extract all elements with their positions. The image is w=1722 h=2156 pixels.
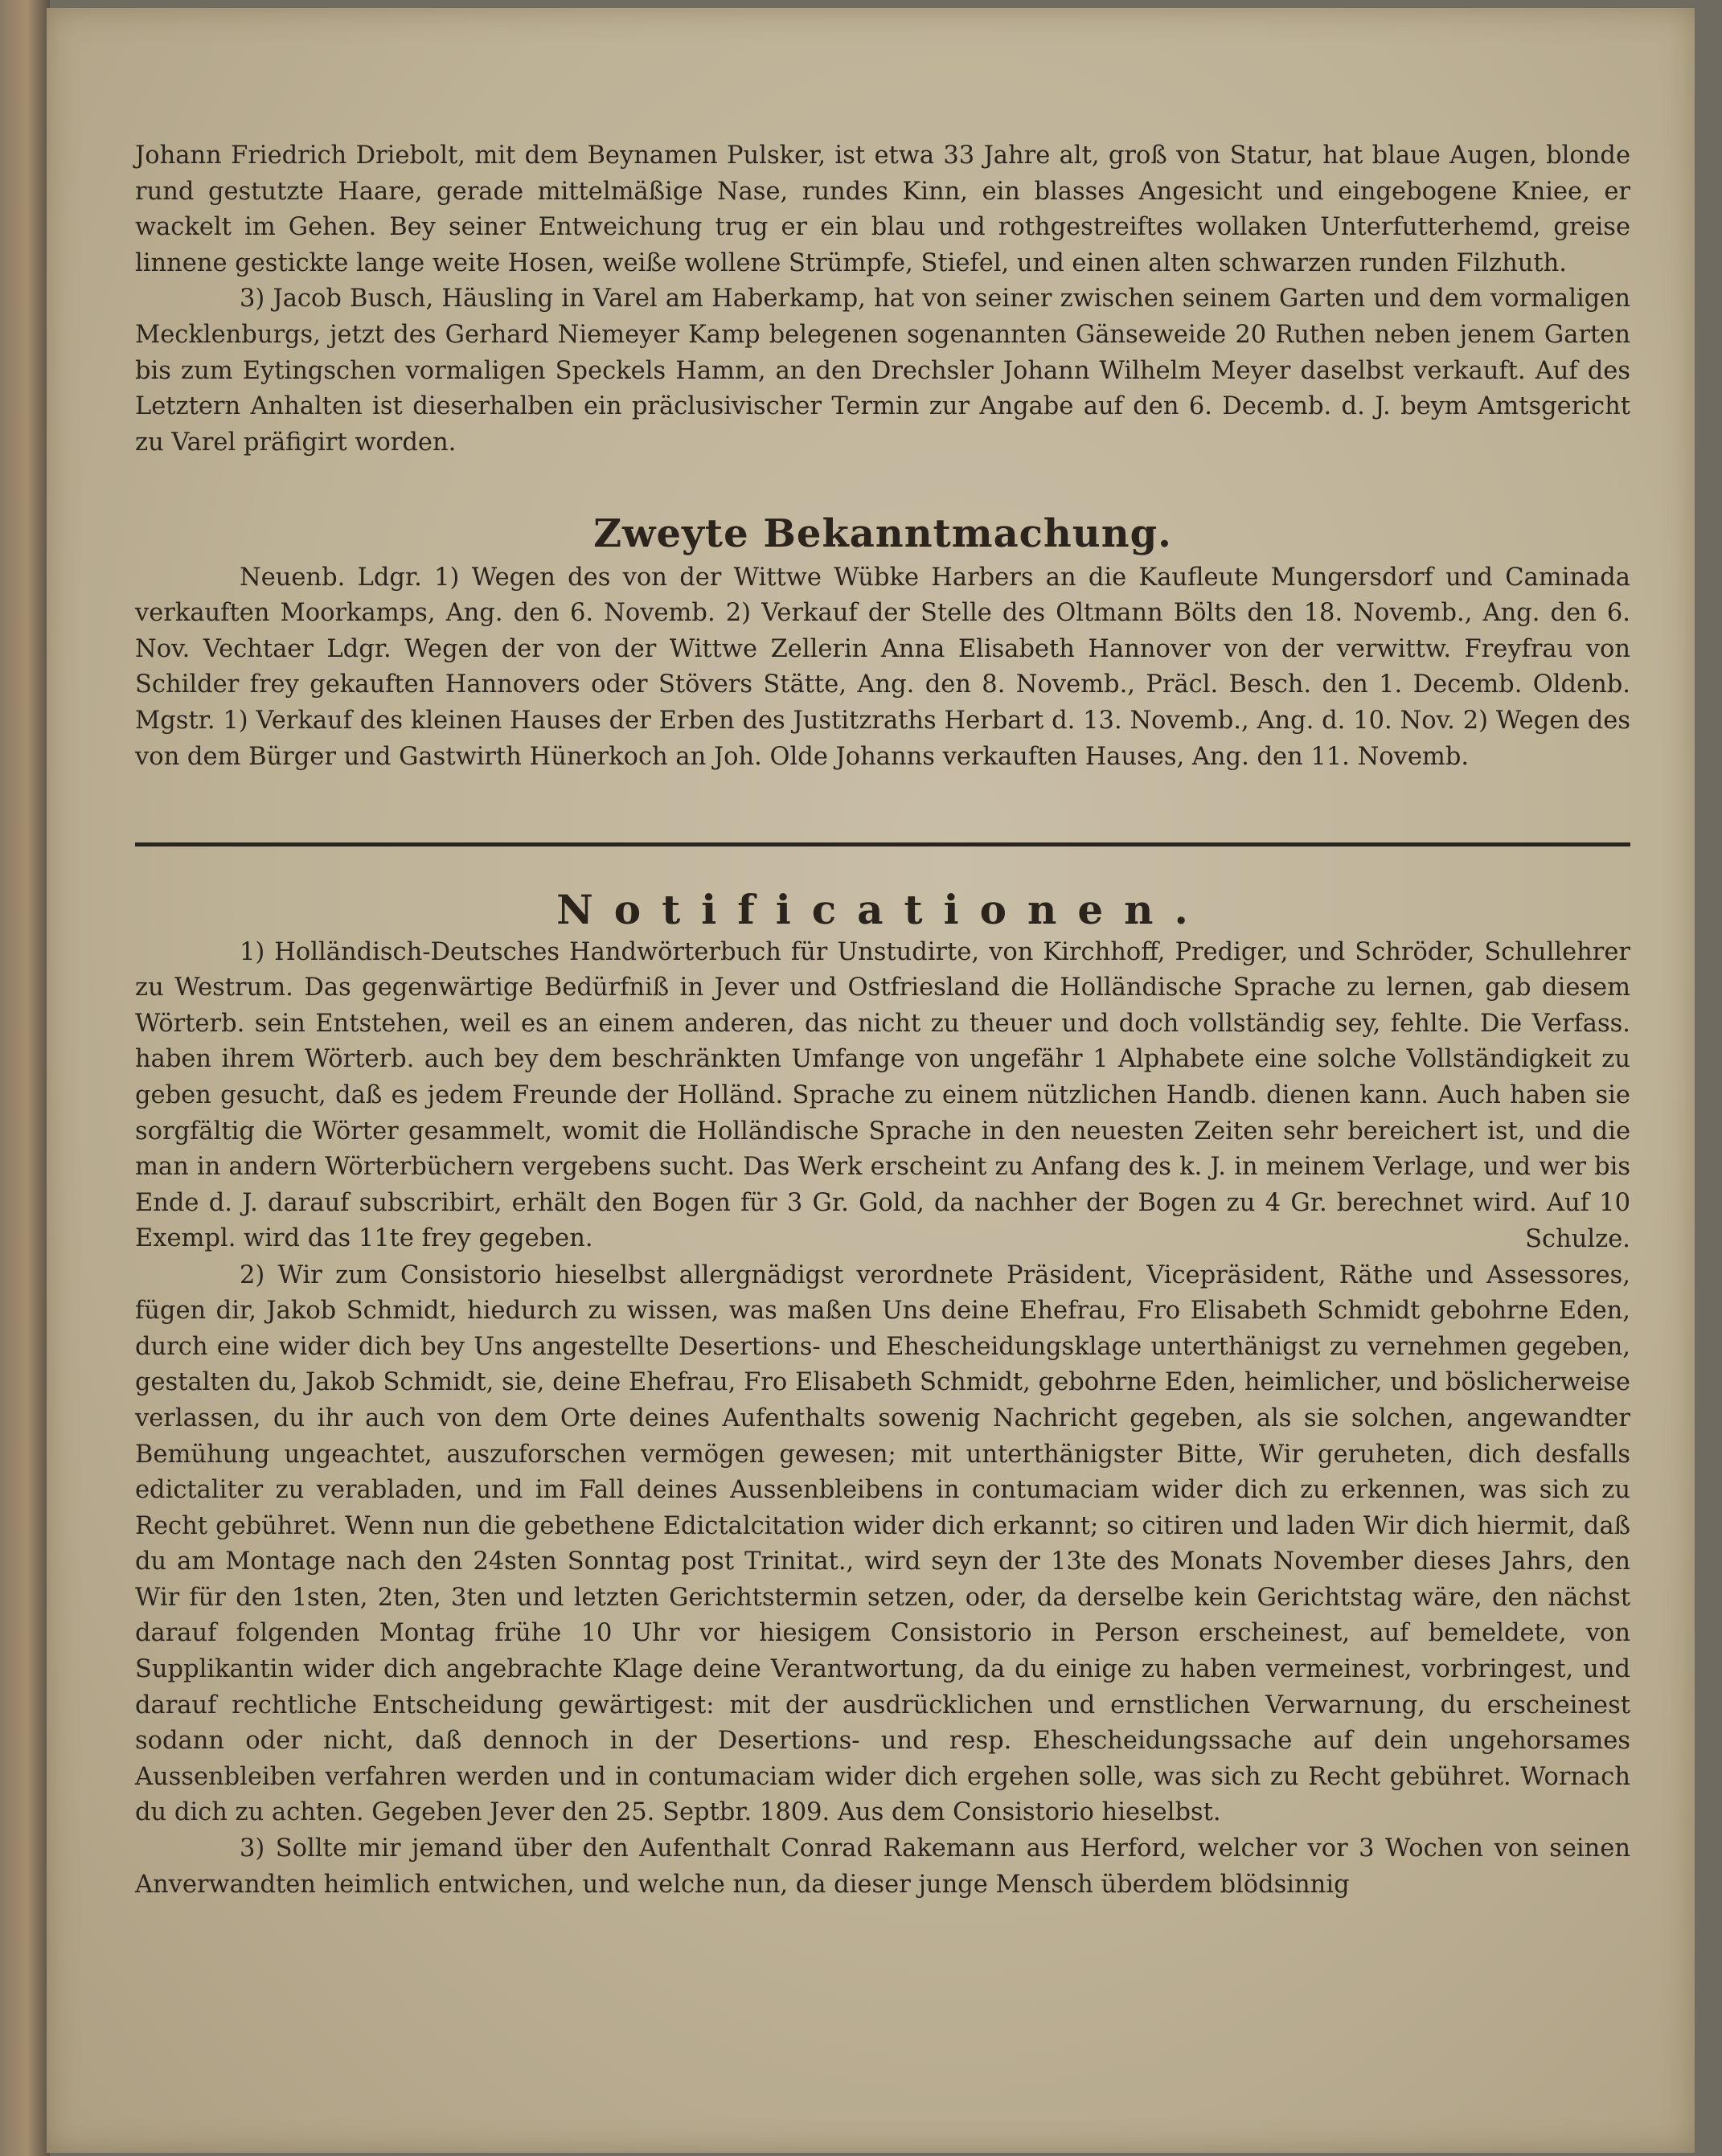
notification-item-1-signature: Schulze. bbox=[1525, 1224, 1630, 1253]
section-2 bbox=[135, 505, 1630, 775]
divider-rule bbox=[135, 842, 1630, 846]
section-3 bbox=[135, 886, 1630, 1903]
section-heading-notificationen: Notificationen. bbox=[556, 886, 1209, 933]
paragraph-driebolt: Johann Friedrich Driebolt, mit dem Beynamen Pulsker, ist etwa 33 Jahre alt, groß von Statur, hat blaue Augen, blonde rund gestutzte Haare, gerade mittelmäßige Nase, rundes Kinn, ein blasses Angesicht und eingebogene Kniee, er wackelt im Gehen. Bey seiner Entweichung trug er ein blau und rothgestreiftes wollaken Unterfutterhemd, greise linnene gestickte lange weite Hosen, weiße wollene Strümpfe, Stiefel, und einen alten schwarzen runden Filzhuth. bbox=[135, 141, 1630, 277]
document-page bbox=[47, 8, 1695, 2153]
notification-item-3: 3) Sollte mir jemand über den Aufenthalt Conrad Rakemann aus Herford, welcher vor 3 Wochen von seinen Anverwandten heimlich entwichen, und welche nun, da dieser junge Mensch überdem blödsinnig bbox=[135, 1834, 1630, 1899]
section-heading-zweyte: Zweyte Bekanntmachung. bbox=[593, 511, 1172, 556]
section-1 bbox=[135, 138, 1630, 461]
paragraph-busch: 3) Jacob Busch, Häusling in Varel am Haberkamp, hat von seiner zwischen seinem Garten und dem vormaligen Mecklenburgs, jetzt des Gerhard Niemeyer Kamp belegenen sogenannten Gänseweide 20 Ruthen neben jenem Garten bis zum Eytingschen vormaligen Speckels Hamm, an den Drechsler Johann Wilhelm Meyer daselbst verkauft. Auf des Letztern Anhalten ist dieserhalben ein präclusivischer Termin zur Angabe auf den 6. Decemb. d. J. beym Amtsgericht zu Varel präfigirt worden. bbox=[135, 285, 1630, 457]
previous-page-edge bbox=[0, 0, 50, 2156]
notification-item-2: 2) Wir zum Consistorio hieselbst allergnädigst verordnete Präsident, Vicepräsident, Räthe und Assessores, fügen dir, Jakob Schmidt, hiedurch zu wissen, was maßen Uns deine Ehefrau, Fro Elisabeth Schmidt gebohrne Eden, durch eine wider dich bey Uns angestellte Desertions- und Ehescheidungsklage unterthänigst zu vernehmen gegeben, gestalten du, Jakob Schmidt, sie, deine Ehefrau, Fro Elisabeth Schmidt, gebohrne Eden, heimlicher, und böslicherweise verlassen, du ihr auch von dem Orte deines Aufenthalts sowenig Nachricht gegeben, als sie solchen, angewandter Bemühung ungeachtet, auszuforschen vermögen gewesen; mit unterthänigster Bitte, Wir geruheten, dich desfalls edictaliter zu verabladen, und im Fall deines Aussenbleibens in contumaciam wider dich zu erkennen, was sich zu Recht gebühret. Wenn nun die gebethene Edictalcitation wider dich erkannt; so citiren und laden Wir dich hiermit, daß du am Montage nach den 24sten Sonntag post Trinitat., wird seyn der 13te des Monats November dieses Jahrs, den Wir für den 1sten, 2ten, 3ten und letzten Gerichtstermin setzen, oder, da derselbe kein Gerichtstag wäre, den nächst darauf folgenden Montag frühe 10 Uhr vor hiesigem Consistorio in Person erscheinest, auf bemeldete, von Supplikantin wider dich angebrachte Klage deine Verantwortung, da du einige zu haben vermeinest, vorbringest, und darauf rechtliche Entscheidung gewärtigest: mit der ausdrücklichen und ernstlichen Verwarnung, du erscheinest sodann oder nicht, daß dennoch in der Desertions- und resp. Ehescheidungssache auf dein ungehorsames Aussenbleiben verfahren werden und in contumaciam wider dich ergehen solle, was sich zu Recht gebühret. Wornach du dich zu achten. Gegeben Jever den 25. Septbr. 1809. Aus dem Consistorio hieselbst. bbox=[135, 1260, 1630, 1827]
notification-item-1: 1) Holländisch-Deutsches Handwörterbuch für Unstudirte, von Kirchhoff, Prediger, und Schröder, Schullehrer zu Westrum. Das gegenwärtige Bedürfniß in Jever und Ostfriesland die Holländische Sprache zu lernen, gab diesem Wörterb. sein Entstehen, weil es an einem anderen, das nicht zu theuer und doch vollständig sey, fehlte. Die Verfass. haben ihrem Wörterb. auch bey dem beschränkten Umfange von ungefähr 1 Alphabete eine solche Vollständigkeit zu geben gesucht, daß es jedem Freunde der Holländ. Sprache zu einem nützlichen Handb. dienen kann. Auch haben sie sorgfältig die Wörter gesammelt, womit die Holländische Sprache in den neuesten Zeiten sehr bereichert ist, und die man in andern Wörterbüchern vergebens sucht. Das Werk erscheint zu Anfang des k. J. in meinem Verlage, und wer bis Ende d. J. darauf subscribirt, erhält den Bogen für 3 Gr. Gold, da nachher der Bogen zu 4 Gr. berechnet wird. Auf 10 Exempl. wird das 11te frey gegeben. bbox=[135, 937, 1630, 1253]
paragraph-zweyte: Neuenb. Ldgr. 1) Wegen des von der Wittwe Wübke Harbers an die Kaufleute Mungersdorf und Caminada verkauften Moorkamps, Ang. den 6. Novemb. 2) Verkauf der Stelle des Oltmann Bölts den 18. Novemb., Ang. den 6. Nov. Vechtaer Ldgr. Wegen der von der Wittwe Zellerin Anna Elisabeth Hannover von der verwittw. Freyfrau von Schilder frey gekauften Hannovers oder Stövers Stätte, Ang. den 8. Novemb., Präcl. Besch. den 1. Decemb. Oldenb. Mgstr. 1) Verkauf des kleinen Hauses der Erben des Justitzraths Herbart d. 13. Novemb., Ang. d. 10. Nov. 2) Wegen des von dem Bürger und Gastwirth Hünerkoch an Joh. Olde Johanns verkauften Hauses, Ang. den 11. Novemb. bbox=[135, 563, 1630, 771]
